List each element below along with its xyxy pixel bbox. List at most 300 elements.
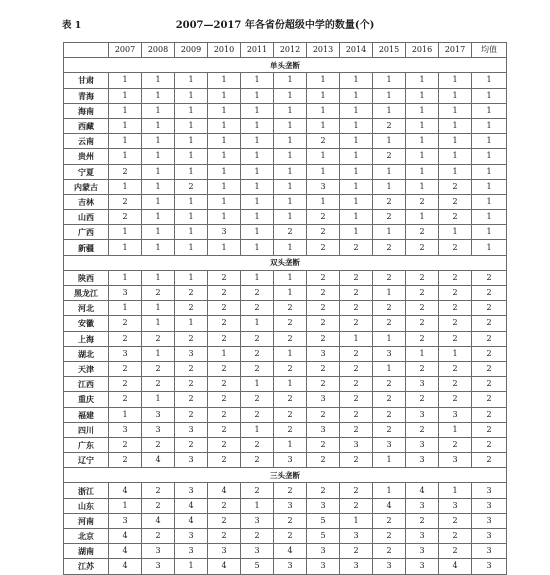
value-cell: 3: [109, 346, 142, 361]
value-cell: 1: [274, 194, 307, 209]
value-cell: 1: [274, 73, 307, 88]
value-cell: 2: [175, 392, 208, 407]
value-cell: 1: [340, 194, 373, 209]
value-cell: 1: [109, 118, 142, 133]
value-cell: 1: [274, 346, 307, 361]
value-cell: 2: [373, 118, 406, 133]
table-row: [64, 407, 507, 422]
value-cell: 2: [373, 210, 406, 225]
value-cell: 1: [208, 210, 241, 225]
table-row: [64, 179, 507, 194]
value-cell: 4: [142, 513, 175, 528]
value-cell: 1: [208, 118, 241, 133]
value-cell: 1: [373, 103, 406, 118]
value-cell: 1: [274, 210, 307, 225]
value-cell: 2: [439, 270, 472, 285]
value-cell: 2: [406, 286, 439, 301]
value-cell: 2: [142, 377, 175, 392]
value-cell: 1: [274, 437, 307, 452]
mean-cell: 2: [472, 270, 507, 285]
value-cell: 2: [208, 407, 241, 422]
table-title: 2007—2017 年各省份超级中学的数量(个): [175, 20, 375, 31]
mean-cell: 2: [472, 301, 507, 316]
value-cell: 1: [175, 316, 208, 331]
value-cell: 3: [274, 559, 307, 574]
value-cell: 2: [307, 301, 340, 316]
table-row: [64, 118, 507, 133]
table-caption: [0, 0, 550, 34]
value-cell: 2: [274, 407, 307, 422]
value-cell: 1: [208, 179, 241, 194]
value-cell: 2: [439, 316, 472, 331]
value-cell: 1: [373, 134, 406, 149]
value-cell: 1: [274, 103, 307, 118]
province-cell: 甘肃: [64, 73, 109, 88]
value-cell: 2: [439, 179, 472, 194]
value-cell: 3: [307, 392, 340, 407]
table-row: [64, 346, 507, 361]
value-cell: 1: [175, 103, 208, 118]
mean-cell: 1: [472, 164, 507, 179]
value-cell: 1: [274, 118, 307, 133]
value-cell: 2: [307, 361, 340, 376]
value-cell: 2: [175, 301, 208, 316]
value-cell: 1: [175, 149, 208, 164]
value-cell: 2: [274, 301, 307, 316]
value-cell: 2: [142, 529, 175, 544]
value-cell: 1: [373, 164, 406, 179]
value-cell: 2: [241, 331, 274, 346]
value-cell: 1: [142, 210, 175, 225]
value-cell: 1: [340, 149, 373, 164]
value-cell: 1: [109, 134, 142, 149]
value-cell: 3: [274, 453, 307, 468]
value-cell: 2: [439, 331, 472, 346]
mean-cell: 1: [472, 134, 507, 149]
group-row: [64, 58, 507, 73]
header-cell: 均值: [472, 43, 507, 58]
value-cell: 1: [175, 118, 208, 133]
header-cell-blank: [64, 43, 109, 58]
value-cell: 3: [406, 437, 439, 452]
value-cell: 2: [406, 316, 439, 331]
value-cell: 3: [175, 529, 208, 544]
value-cell: 2: [307, 286, 340, 301]
mean-cell: 2: [472, 392, 507, 407]
header-cell: 2012: [274, 43, 307, 58]
value-cell: 1: [109, 73, 142, 88]
value-cell: 2: [274, 316, 307, 331]
header-cell: 2017: [439, 43, 472, 58]
value-cell: 1: [142, 134, 175, 149]
value-cell: 2: [208, 331, 241, 346]
province-cell: 陕西: [64, 270, 109, 285]
value-cell: 2: [439, 286, 472, 301]
value-cell: 3: [340, 559, 373, 574]
value-cell: 1: [439, 164, 472, 179]
province-cell: 四川: [64, 422, 109, 437]
value-cell: 2: [373, 301, 406, 316]
mean-cell: 1: [472, 88, 507, 103]
value-cell: 2: [109, 377, 142, 392]
value-cell: 1: [175, 194, 208, 209]
mean-cell: 2: [472, 407, 507, 422]
value-cell: 2: [340, 483, 373, 498]
value-cell: 2: [307, 483, 340, 498]
value-cell: 3: [373, 559, 406, 574]
value-cell: 1: [307, 88, 340, 103]
value-cell: 1: [373, 88, 406, 103]
value-cell: 2: [439, 194, 472, 209]
value-cell: 2: [208, 437, 241, 452]
table-label: 表 1: [62, 20, 82, 31]
value-cell: 4: [373, 498, 406, 513]
value-cell: 2: [175, 179, 208, 194]
value-cell: 2: [241, 483, 274, 498]
table-row: [64, 149, 507, 164]
value-cell: 2: [406, 225, 439, 240]
value-cell: 3: [307, 422, 340, 437]
value-cell: 1: [241, 149, 274, 164]
value-cell: 3: [142, 407, 175, 422]
table-row: [64, 301, 507, 316]
value-cell: 1: [175, 225, 208, 240]
value-cell: 2: [373, 270, 406, 285]
table-row: [64, 164, 507, 179]
table-row: [64, 331, 507, 346]
value-cell: 1: [373, 331, 406, 346]
table-row: [64, 422, 507, 437]
value-cell: 3: [406, 453, 439, 468]
table-row: [64, 453, 507, 468]
value-cell: 2: [439, 544, 472, 559]
value-cell: 3: [307, 179, 340, 194]
value-cell: 3: [307, 346, 340, 361]
value-cell: 3: [439, 498, 472, 513]
value-cell: 5: [307, 513, 340, 528]
group-title: 单头垄断: [64, 58, 507, 73]
value-cell: 4: [406, 483, 439, 498]
value-cell: 1: [142, 301, 175, 316]
value-cell: 2: [274, 361, 307, 376]
value-cell: 1: [142, 225, 175, 240]
value-cell: 1: [307, 73, 340, 88]
value-cell: 1: [439, 483, 472, 498]
province-cell: 湖北: [64, 346, 109, 361]
value-cell: 1: [142, 240, 175, 255]
value-cell: 3: [340, 437, 373, 452]
province-cell: 浙江: [64, 483, 109, 498]
value-cell: 4: [274, 544, 307, 559]
value-cell: 1: [241, 103, 274, 118]
province-cell: 内蒙古: [64, 179, 109, 194]
value-cell: 2: [274, 392, 307, 407]
value-cell: 1: [406, 134, 439, 149]
mean-cell: 2: [472, 316, 507, 331]
value-cell: 1: [241, 179, 274, 194]
value-cell: 3: [340, 529, 373, 544]
value-cell: 3: [142, 422, 175, 437]
value-cell: 1: [274, 377, 307, 392]
value-cell: 1: [406, 149, 439, 164]
value-cell: 2: [175, 331, 208, 346]
value-cell: 1: [340, 88, 373, 103]
value-cell: 4: [175, 513, 208, 528]
mean-cell: 1: [472, 73, 507, 88]
value-cell: 3: [175, 544, 208, 559]
value-cell: 3: [109, 286, 142, 301]
header-cell: 2009: [175, 43, 208, 58]
value-cell: 2: [340, 346, 373, 361]
value-cell: 2: [274, 513, 307, 528]
value-cell: 1: [307, 194, 340, 209]
value-cell: 2: [142, 498, 175, 513]
value-cell: 2: [175, 407, 208, 422]
value-cell: 2: [208, 361, 241, 376]
value-cell: 1: [208, 73, 241, 88]
value-cell: 1: [439, 225, 472, 240]
value-cell: 1: [406, 179, 439, 194]
value-cell: 1: [142, 149, 175, 164]
province-cell: 广西: [64, 225, 109, 240]
value-cell: 1: [208, 164, 241, 179]
value-cell: 1: [241, 240, 274, 255]
value-cell: 1: [109, 301, 142, 316]
value-cell: 3: [373, 346, 406, 361]
province-cell: 山西: [64, 210, 109, 225]
value-cell: 1: [340, 134, 373, 149]
value-cell: 1: [406, 210, 439, 225]
header-cell: 2016: [406, 43, 439, 58]
value-cell: 2: [274, 483, 307, 498]
value-cell: 4: [109, 483, 142, 498]
header-cell: 2011: [241, 43, 274, 58]
value-cell: 2: [373, 240, 406, 255]
value-cell: 1: [406, 164, 439, 179]
value-cell: 2: [109, 331, 142, 346]
value-cell: 2: [241, 286, 274, 301]
value-cell: 1: [109, 240, 142, 255]
value-cell: 2: [208, 392, 241, 407]
group-row: [64, 468, 507, 483]
value-cell: 3: [406, 544, 439, 559]
value-cell: 2: [208, 286, 241, 301]
mean-cell: 1: [472, 194, 507, 209]
value-cell: 3: [175, 453, 208, 468]
value-cell: 1: [142, 316, 175, 331]
value-cell: 1: [241, 118, 274, 133]
value-cell: 2: [406, 194, 439, 209]
province-cell: 安徽: [64, 316, 109, 331]
value-cell: 1: [109, 225, 142, 240]
value-cell: 2: [175, 437, 208, 452]
value-cell: 2: [439, 529, 472, 544]
value-cell: 2: [340, 361, 373, 376]
value-cell: 2: [340, 377, 373, 392]
value-cell: 2: [340, 498, 373, 513]
value-cell: 1: [274, 164, 307, 179]
value-cell: 2: [307, 453, 340, 468]
value-cell: 2: [175, 377, 208, 392]
value-cell: 1: [241, 73, 274, 88]
value-cell: 1: [373, 453, 406, 468]
value-cell: 1: [274, 134, 307, 149]
group-title: 双头垄断: [64, 255, 507, 270]
value-cell: 3: [406, 529, 439, 544]
value-cell: 1: [373, 483, 406, 498]
value-cell: 2: [307, 331, 340, 346]
value-cell: 2: [373, 513, 406, 528]
mean-cell: 1: [472, 240, 507, 255]
value-cell: 1: [373, 225, 406, 240]
value-cell: 1: [307, 118, 340, 133]
value-cell: 1: [175, 134, 208, 149]
value-cell: 2: [439, 392, 472, 407]
value-cell: 1: [439, 73, 472, 88]
value-cell: 3: [208, 225, 241, 240]
value-cell: 2: [406, 513, 439, 528]
value-cell: 1: [241, 194, 274, 209]
value-cell: 1: [109, 179, 142, 194]
table-row: [64, 225, 507, 240]
value-cell: 1: [274, 286, 307, 301]
value-cell: 1: [340, 513, 373, 528]
value-cell: 2: [307, 377, 340, 392]
value-cell: 2: [241, 529, 274, 544]
value-cell: 2: [208, 422, 241, 437]
value-cell: 3: [274, 498, 307, 513]
mean-cell: 3: [472, 529, 507, 544]
value-cell: 1: [208, 240, 241, 255]
value-cell: 1: [373, 286, 406, 301]
value-cell: 4: [109, 544, 142, 559]
province-cell: 河南: [64, 513, 109, 528]
province-cell: 海南: [64, 103, 109, 118]
value-cell: 2: [109, 361, 142, 376]
value-cell: 2: [439, 361, 472, 376]
value-cell: 2: [340, 316, 373, 331]
value-cell: 2: [307, 210, 340, 225]
value-cell: 2: [307, 316, 340, 331]
value-cell: 2: [274, 331, 307, 346]
table-row: [64, 194, 507, 209]
value-cell: 1: [373, 73, 406, 88]
value-cell: 1: [439, 134, 472, 149]
value-cell: 3: [142, 544, 175, 559]
value-cell: 1: [241, 88, 274, 103]
value-cell: 2: [109, 210, 142, 225]
mean-cell: 2: [472, 437, 507, 452]
province-cell: 山东: [64, 498, 109, 513]
value-cell: 2: [208, 316, 241, 331]
mean-cell: 2: [472, 453, 507, 468]
province-cell: 宁夏: [64, 164, 109, 179]
value-cell: 1: [274, 149, 307, 164]
mean-cell: 2: [472, 422, 507, 437]
value-cell: 2: [175, 286, 208, 301]
value-cell: 1: [241, 164, 274, 179]
province-cell: 辽宁: [64, 453, 109, 468]
value-cell: 2: [109, 453, 142, 468]
value-cell: 3: [208, 544, 241, 559]
value-cell: 4: [109, 559, 142, 574]
value-cell: 1: [241, 134, 274, 149]
value-cell: 3: [439, 453, 472, 468]
province-cell: 贵州: [64, 149, 109, 164]
value-cell: 1: [340, 331, 373, 346]
mean-cell: 1: [472, 103, 507, 118]
province-cell: 新疆: [64, 240, 109, 255]
value-cell: 2: [340, 407, 373, 422]
mean-cell: 1: [472, 225, 507, 240]
value-cell: 2: [241, 407, 274, 422]
value-cell: 1: [406, 103, 439, 118]
value-cell: 1: [175, 559, 208, 574]
value-cell: 2: [373, 407, 406, 422]
value-cell: 2: [274, 529, 307, 544]
table-row: [64, 483, 507, 498]
value-cell: 1: [406, 73, 439, 88]
group-row: [64, 255, 507, 270]
value-cell: 1: [241, 498, 274, 513]
header-cell: 2008: [142, 43, 175, 58]
value-cell: 1: [208, 88, 241, 103]
value-cell: 2: [406, 361, 439, 376]
value-cell: 1: [241, 422, 274, 437]
value-cell: 1: [175, 240, 208, 255]
province-cell: 广东: [64, 437, 109, 452]
mean-cell: 3: [472, 498, 507, 513]
value-cell: 2: [274, 422, 307, 437]
value-cell: 1: [274, 179, 307, 194]
value-cell: 2: [109, 316, 142, 331]
value-cell: 1: [406, 88, 439, 103]
value-cell: 2: [109, 164, 142, 179]
province-cell: 天津: [64, 361, 109, 376]
value-cell: 2: [307, 225, 340, 240]
value-cell: 1: [274, 88, 307, 103]
table-row: [64, 286, 507, 301]
value-cell: 2: [406, 270, 439, 285]
header-row: [64, 43, 507, 58]
value-cell: 1: [307, 149, 340, 164]
value-cell: 1: [142, 118, 175, 133]
mean-cell: 2: [472, 346, 507, 361]
value-cell: 1: [142, 392, 175, 407]
value-cell: 3: [373, 437, 406, 452]
value-cell: 2: [406, 301, 439, 316]
value-cell: 2: [406, 422, 439, 437]
value-cell: 2: [109, 392, 142, 407]
value-cell: 1: [241, 377, 274, 392]
value-cell: 2: [340, 240, 373, 255]
value-cell: 3: [109, 513, 142, 528]
value-cell: 1: [307, 103, 340, 118]
value-cell: 3: [175, 346, 208, 361]
mean-cell: 2: [472, 377, 507, 392]
value-cell: 2: [439, 210, 472, 225]
value-cell: 3: [241, 544, 274, 559]
province-cell: 吉林: [64, 194, 109, 209]
province-cell: 福建: [64, 407, 109, 422]
value-cell: 3: [406, 407, 439, 422]
table-row: [64, 513, 507, 528]
value-cell: 2: [340, 544, 373, 559]
province-cell: 河北: [64, 301, 109, 316]
value-cell: 2: [406, 392, 439, 407]
value-cell: 3: [109, 422, 142, 437]
value-cell: 1: [340, 225, 373, 240]
